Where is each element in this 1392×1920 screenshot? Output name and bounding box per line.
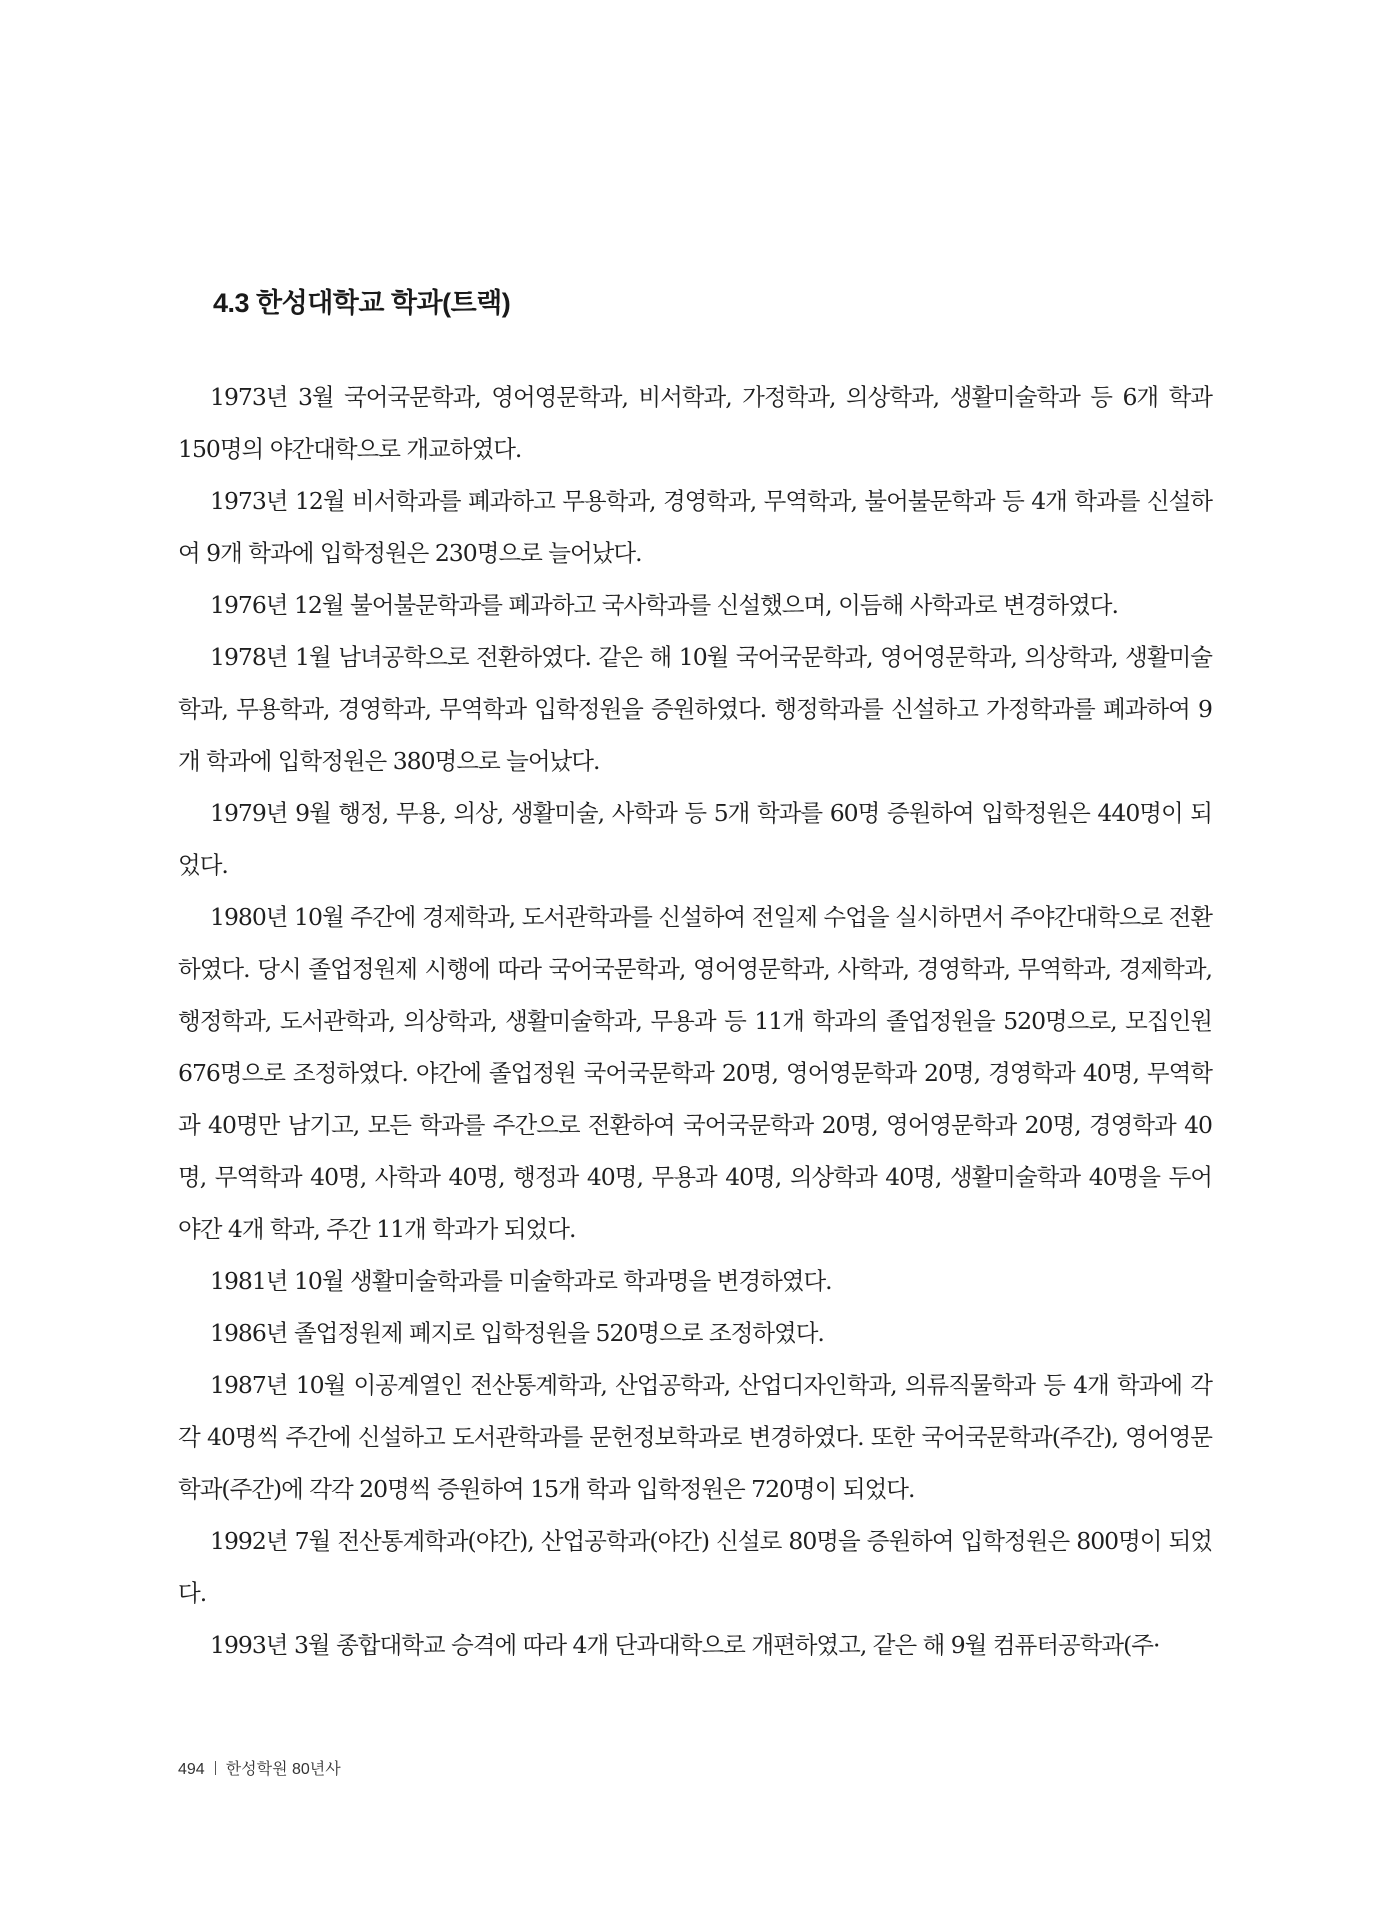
paragraph-1976: 1976년 12월 불어불문학과를 폐과하고 국사학과를 신설했으며, 이듬해 사학과로 변경하였다. <box>210 591 1118 619</box>
footer-divider <box>215 1761 216 1775</box>
paragraph-1981: 1981년 10월 생활미술학과를 미술학과로 학과명을 변경하였다. <box>210 1267 832 1295</box>
paragraph-1993: 1993년 3월 종합대학교 승격에 따라 4개 단과대학으로 개편하였고, 같은 해 9월 컴퓨터공학과(주· <box>210 1631 1160 1659</box>
book-title: 한성학원 80년사 <box>225 1761 341 1778</box>
section-heading: 4.3 한성대학교 학과(트랙) <box>213 288 511 318</box>
page-footer <box>178 1756 341 1779</box>
page-number: 494 <box>178 1761 205 1778</box>
paragraph-1978: 1978년 1월 남녀공학으로 전환하였다. 같은 해 10월 국어국문학과, 영어영문학과, 의상학과, 생활미술학과, 무용학과, 경영학과, 무역학과 입학정원을 증원하였다. 행정학과를 신설하고 가정학과를 폐과하여 9개 학과에 입학정원은 380명으로 늘어났다. <box>178 643 1212 775</box>
paragraph-1986: 1986년 졸업정원제 폐지로 입학정원을 520명으로 조정하였다. <box>210 1319 824 1347</box>
paragraph-1987: 1987년 10월 이공계열인 전산통계학과, 산업공학과, 산업디자인학과, 의류직물학과 등 4개 학과에 각각 40명씩 주간에 신설하고 도서관학과를 문헌정보학과로 변경하였다. 또한 국어국문학과(주간), 영어영문학과(주간)에 각각 20명씩 증원하여 15개 학과 입학정원은 720명이 되었다. <box>178 1371 1212 1503</box>
paragraph-1973-03: 1973년 3월 국어국문학과, 영어영문학과, 비서학과, 가정학과, 의상학과, 생활미술학과 등 6개 학과 150명의 야간대학으로 개교하였다. <box>178 383 1212 463</box>
paragraph-1992: 1992년 7월 전산통계학과(야간), 산업공학과(야간) 신설로 80명을 증원하여 입학정원은 800명이 되었다. <box>178 1527 1212 1607</box>
paragraph-1979: 1979년 9월 행정, 무용, 의상, 생활미술, 사학과 등 5개 학과를 60명 증원하여 입학정원은 440명이 되었다. <box>178 799 1212 879</box>
paragraph-1980: 1980년 10월 주간에 경제학과, 도서관학과를 신설하여 전일제 수업을 실시하면서 주야간대학으로 전환하였다. 당시 졸업정원제 시행에 따라 국어국문학과, 영어영문학과, 사학과, 경영학과, 무역학과, 경제학과, 행정학과, 도서관학과, 의상학과, 생활미술학과, 무용과 등 11개 학과의 졸업정원을 520명으로, 모집인원 676명으로 조정하였다. 야간에 졸업정원 국어국문학과 20명, 영어영문학과 20명, 경영학과 40명, 무역학과 40명만 남기고, 모든 학과를 주간으로 전환하여 국어국문학과 20명, 영어영문학과 20명, 경영학과 40명, 무역학과 40명, 사학과 40명, 행정과 40명, 무용과 40명, 의상학과 40명, 생활미술학과 40명을 두어 야간 4개 학과, 주간 11개 학과가 되었다. <box>178 903 1212 1243</box>
body-text <box>178 371 1212 1671</box>
paragraph-1973-12: 1973년 12월 비서학과를 폐과하고 무용학과, 경영학과, 무역학과, 불어불문학과 등 4개 학과를 신설하여 9개 학과에 입학정원은 230명으로 늘어났다. <box>178 487 1212 567</box>
